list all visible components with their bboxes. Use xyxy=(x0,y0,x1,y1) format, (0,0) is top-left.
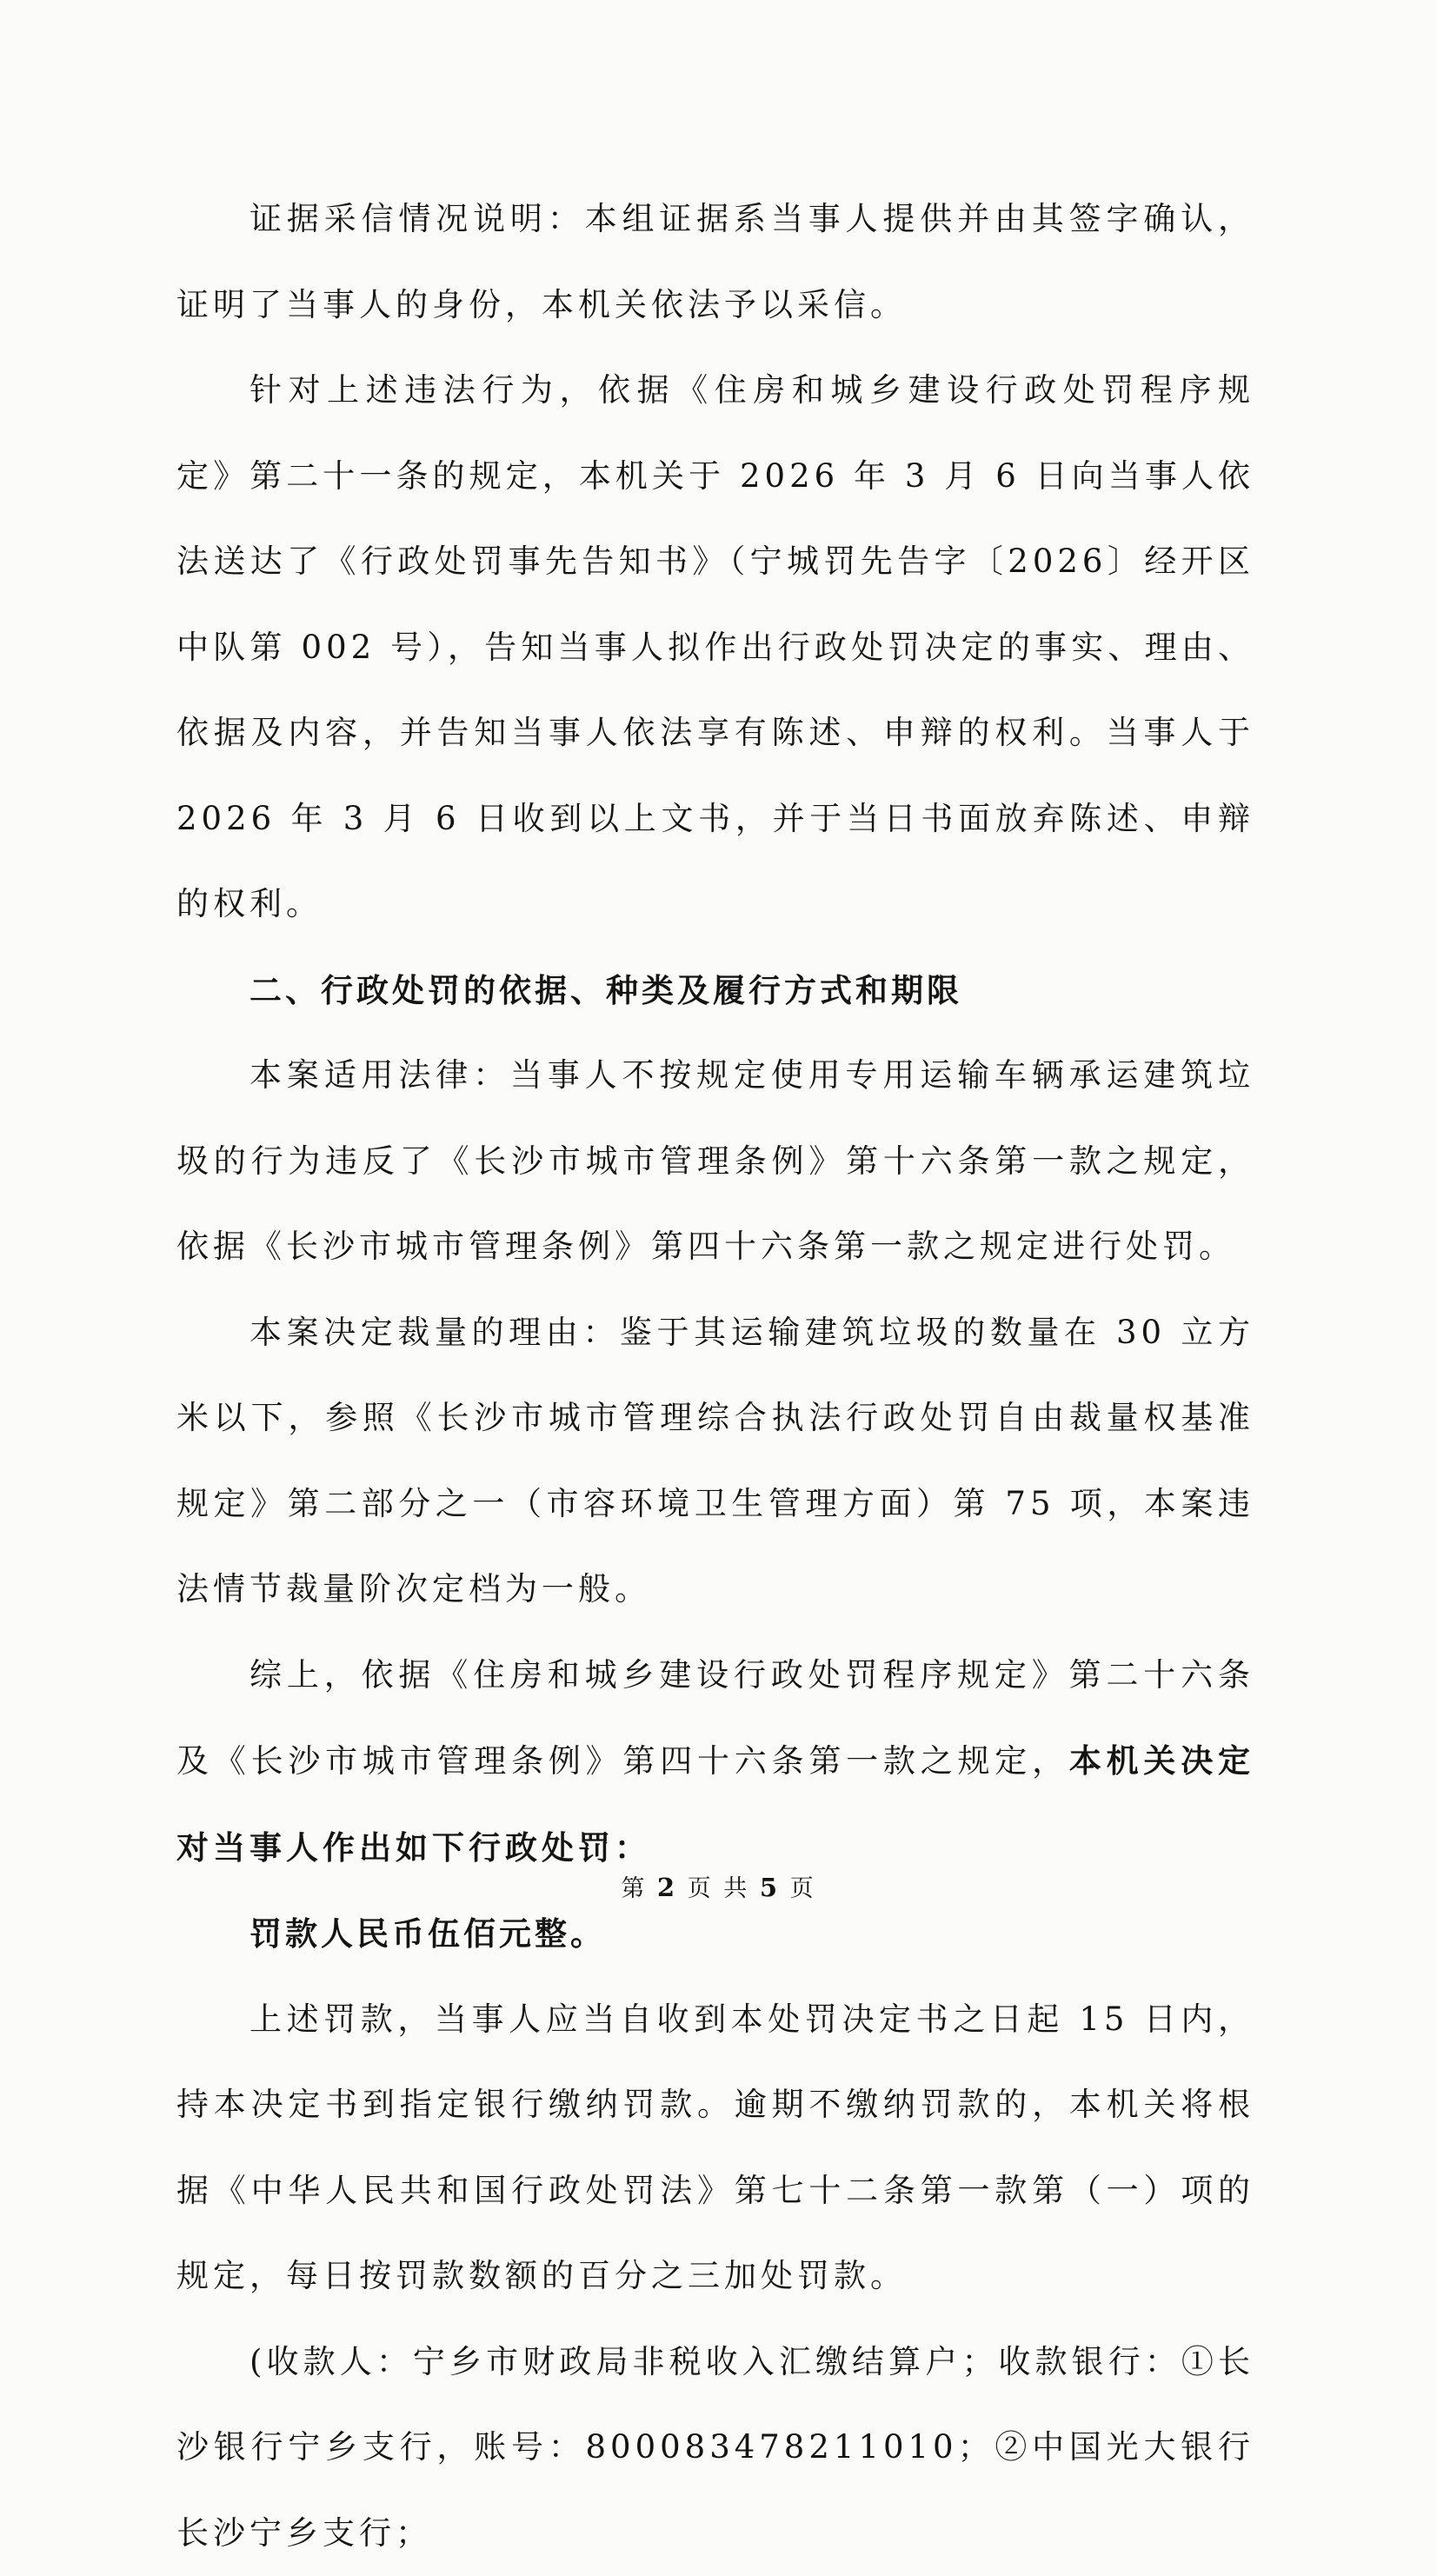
paragraph-evidence-note: 证据采信情况说明：本组证据系当事人提供并由其签字确认，证明了当事人的身份，本机关依法予以采信。 xyxy=(176,176,1254,348)
document-body xyxy=(176,176,1254,2576)
footer-page-number: 2 xyxy=(657,1873,677,1902)
penalty-amount: 罚款人民币伍佰元整。 xyxy=(176,1891,1254,1977)
footer-middle: 页 共 xyxy=(688,1875,750,1902)
paragraph-discretion-reason: 本案决定裁量的理由：鉴于其运输建筑垃圾的数量在 30 立方米以下，参照《长沙市城市管理综合执法行政处罚自由裁量权基准规定》第二部分之一（市容环境卫生管理方面）第 75 项，本案违法情节裁量阶次定档为一般。 xyxy=(176,1290,1254,1633)
footer-total-pages: 5 xyxy=(760,1873,780,1902)
paragraph-payee-info: (收款人：宁乡市财政局非税收入汇缴结算户；收款银行：①长沙银行宁乡支行，账号：800083478211010；②中国光大银行长沙宁乡支行； xyxy=(176,2320,1254,2576)
paragraph-payment-deadline: 上述罚款，当事人应当自收到本处罚决定书之日起 15 日内，持本决定书到指定银行缴纳罚款。逾期不缴纳罚款的，本机关将根据《中华人民共和国行政处罚法》第七十二条第一款第（一）项的规定，每日按罚款数额的百分之三加处罚款。 xyxy=(176,1977,1254,2320)
section-heading-2: 二、行政处罚的依据、种类及履行方式和期限 xyxy=(176,948,1254,1034)
paragraph-decision xyxy=(176,1633,1254,1892)
paragraph-notice-delivery: 针对上述违法行为，依据《住房和城乡建设行政处罚程序规定》第二十一条的规定，本机关于 2026 年 3 月 6 日向当事人依法送达了《行政处罚事先告知书》（宁城罚先告字〔2026〕经开区中队第 002 号），告知当事人拟作出行政处罚决定的事实、理由、依据及内容，并告知当事人依法享有陈述、申辩的权利。当事人于 2026 年 3 月 6 日收到以上文书，并于当日书面放弃陈述、申辩的权利。 xyxy=(176,348,1254,948)
page-footer xyxy=(0,1869,1437,1903)
decision-basis-text: 综上，依据《住房和城乡建设行政处罚程序规定》第二十六条及《长沙市城市管理条例》第四十六条第一款之规定， xyxy=(176,1656,1254,1781)
paragraph-applicable-law: 本案适用法律：当事人不按规定使用专用运输车辆承运建筑垃圾的行为违反了《长沙市城市管理条例》第十六条第一款之规定，依据《长沙市城市管理条例》第四十六条第一款之规定进行处罚。 xyxy=(176,1033,1254,1290)
footer-prefix: 第 xyxy=(621,1875,647,1902)
footer-suffix: 页 xyxy=(790,1875,816,1902)
decision-bold-text: 本机关决定对当事人作出如下行政处罚： xyxy=(176,1741,1254,1867)
